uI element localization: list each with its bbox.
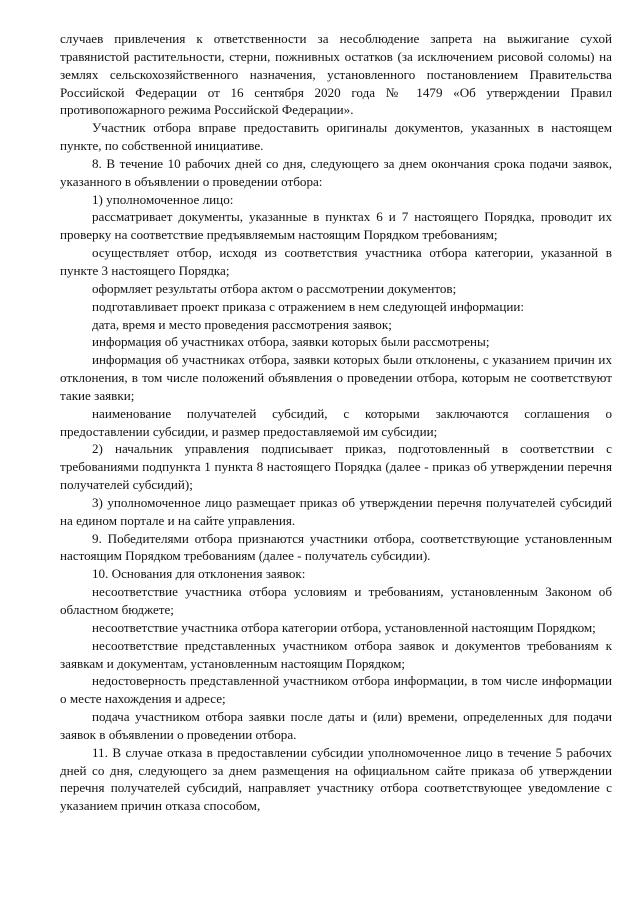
paragraph-16: 10. Основания для отклонения заявок: <box>92 566 306 582</box>
paragraph-21: подача участником отбора заявки после даты и (или) времени, определенных для подачи заявок в объявлении о проведении отбора. <box>60 709 612 742</box>
paragraph-11: информация об участниках отбора, заявки которых были отклонены, с указанием причин их отклонения, в том числе положений объявления о проведении отбора, которым не соответствуют такие заявки; <box>60 352 612 403</box>
paragraph-2: Участник отбора вправе предоставить оригиналы документов, указанных в настоящем пункте, по собственной инициативе. <box>60 120 612 154</box>
paragraph-17: несоответствие участника отбора условиям и требованиям, установленным Законом об областном бюджете; <box>60 584 612 617</box>
paragraph-20: недостоверность представленной участником отбора информации, в том числе информации о месте нахождения и адресе; <box>60 673 612 707</box>
document-page <box>60 30 612 815</box>
paragraph-7: оформляет результаты отбора актом о рассмотрении документов; <box>92 280 457 296</box>
paragraph-18: несоответствие участника отбора категории отбора, установленной настоящим Порядком; <box>92 619 596 635</box>
paragraph-9: дата, время и место проведения рассмотрения заявок; <box>92 316 392 332</box>
paragraph-19: несоответствие представленных участником отбора заявок и документов требованиям к заявкам и документам, установленным настоящим Порядком; <box>60 637 612 671</box>
paragraph-5: рассматривает документы, указанные в пунктах 6 и 7 настоящего Порядка, проводит их проверку на соответствие предъявляемым настоящим Порядком требованиям; <box>60 209 612 243</box>
paragraph-1: случаев привлечения к ответственности за несоблюдение запрета на выжигание сухой травянистой растительности, стерни, пожнивных остатков (за исключением рисовой соломы) на землях сельскохозяйственного назначения, установленного постановлением Правительства Российской Федерации от 16 сентября 2020 года № 1479 «Об утверждении Правил противопожарного режима Российской Федерации». <box>60 31 612 118</box>
paragraph-8: подготавливает проект приказа с отражением в нем следующей информации: <box>92 298 524 314</box>
paragraph-3: 8. В течение 10 рабочих дней со дня, следующего за днем окончания срока подачи заявок, указанного в объявлении о проведении отбора: <box>60 155 612 189</box>
paragraph-12: наименование получателей субсидий, с которыми заключаются соглашения о предоставлении субсидии, и размер предоставляемой им субсидии; <box>60 405 612 439</box>
paragraph-10: информация об участниках отбора, заявки которых были рассмотрены; <box>92 334 490 350</box>
paragraph-4: 1) уполномоченное лицо: <box>92 191 234 207</box>
paragraph-14: 3) уполномоченное лицо размещает приказ об утверждении перечня получателей субсидий на едином портале и на сайте управления. <box>60 494 612 528</box>
paragraph-13: 2) начальник управления подписывает приказ, подготовленный в соответствии с требованиями подпункта 1 пункта 8 настоящего Порядка (далее - приказ об утверждении перечня получателей субсидий); <box>60 441 612 493</box>
paragraph-22: 11. В случае отказа в предоставлении субсидии уполномоченное лицо в течение 5 рабочих дней со дня, следующего за днем размещения на официальном сайте приказа об утверждении перечня получателей субсидий, направляет участнику отбора соответствующее уведомление с указанием причин отказа способом, <box>60 744 612 814</box>
paragraph-6: осуществляет отбор, исходя из соответствия участника отбора категории, указанной в пункте 3 настоящего Порядка; <box>60 245 612 278</box>
paragraph-15: 9. Победителями отбора признаются участники отбора, соответствующие установленным настоящим Порядком требованиям (далее - получатель субсидии). <box>60 530 612 564</box>
